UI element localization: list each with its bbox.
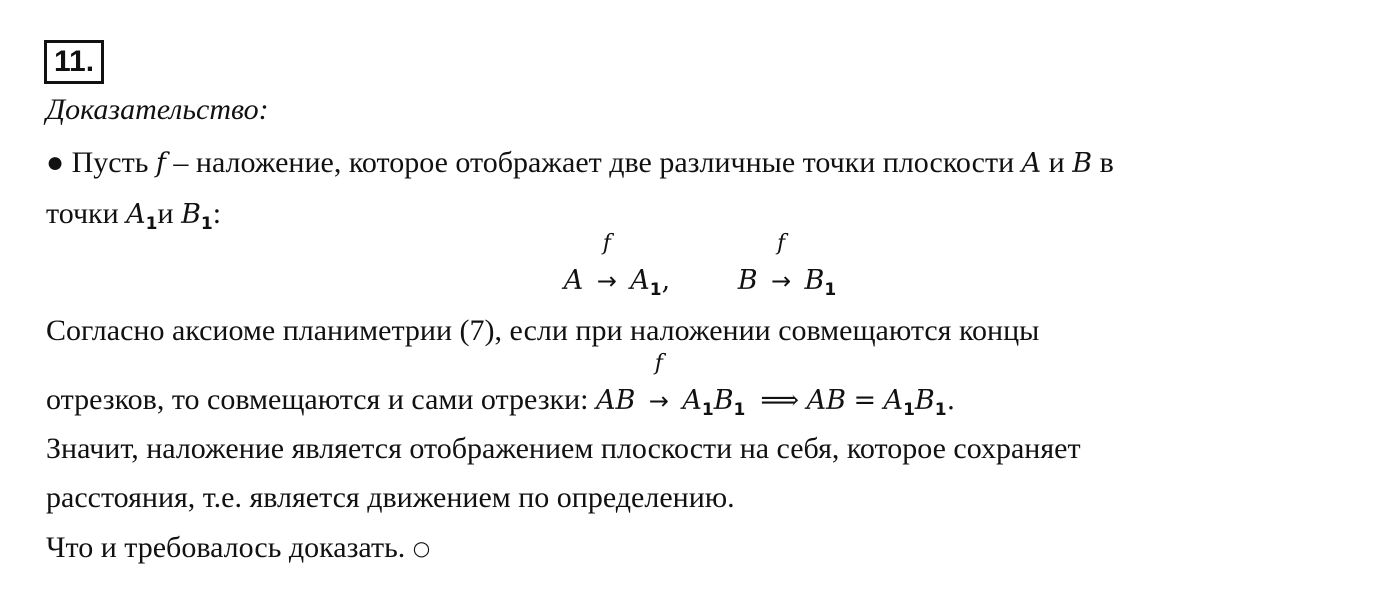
math-B: B [1072, 148, 1093, 179]
subscript: 1 [934, 400, 947, 420]
proof-line-7 [46, 530, 430, 566]
text-segment: отрезков, то совмещаются и сами отрезки: [46, 383, 589, 416]
subscript: 1 [903, 400, 915, 420]
comma: , [661, 265, 671, 296]
math-A: A [126, 199, 146, 230]
math-A: A [682, 385, 702, 416]
text-segment: – наложение, которое отображает две различные точки плоскости [173, 146, 1015, 179]
math-B: B [181, 199, 201, 230]
proof-line-2 [46, 196, 221, 242]
math-AB: AB [596, 385, 636, 416]
mapping-arrow [765, 231, 797, 299]
mapping-formula [0, 231, 1400, 308]
subscript: 1 [200, 214, 213, 234]
text-segment: и [1048, 146, 1065, 179]
arrow-label-f: f [654, 351, 663, 376]
text-segment: и [157, 197, 174, 230]
math-A: A [883, 385, 904, 416]
proof-line-1 [46, 145, 1114, 182]
proof-heading: Доказательство: [46, 93, 269, 126]
arrow-icon: → [648, 387, 669, 415]
math-A1: A [630, 265, 650, 296]
subscript: 1 [733, 400, 746, 420]
arrow-icon: → [770, 267, 792, 295]
subscript: 1 [824, 280, 837, 300]
math-AB: AB [806, 385, 846, 416]
text-segment: в [1099, 146, 1114, 179]
math-B: B [713, 385, 734, 416]
math-B: B [914, 385, 935, 416]
subscript: 1 [701, 400, 714, 420]
end-of-proof-circle-icon: ○ [412, 536, 431, 560]
mapping-arrow [643, 351, 675, 419]
equals-sign: = [853, 385, 877, 416]
task-number-box: 11. [44, 40, 104, 84]
proof-line-3: Согласно аксиоме планиметрии (7), если при наложении совмещаются концы [46, 314, 1040, 347]
implies-sign: ⟹ [760, 385, 800, 416]
proof-line-4 [46, 351, 956, 428]
math-B1: B [804, 265, 825, 296]
text-segment: Пусть [71, 146, 149, 179]
mapping-arrow [591, 231, 623, 299]
period: . [946, 385, 956, 416]
subscript: 1 [649, 280, 662, 300]
text-segment: : [212, 197, 222, 230]
proof-line-6: расстояния, т.е. является движением по определению. [46, 481, 735, 514]
bullet-mark: ● [46, 146, 65, 179]
math-A: A [563, 265, 584, 296]
arrow-icon: → [596, 267, 617, 295]
text-segment: точки [46, 197, 119, 230]
arrow-label-f: f [776, 231, 786, 256]
arrow-label-f: f [602, 231, 611, 256]
subscript: 1 [145, 214, 158, 234]
math-A: A [1021, 148, 1042, 179]
proof-line-5: Значит, наложение является отображением плоскости на себя, которое сохраняет [46, 432, 1081, 465]
math-f: f [155, 148, 166, 179]
text-segment: Что и требовалось доказать. [46, 531, 406, 564]
math-B: B [737, 265, 758, 296]
